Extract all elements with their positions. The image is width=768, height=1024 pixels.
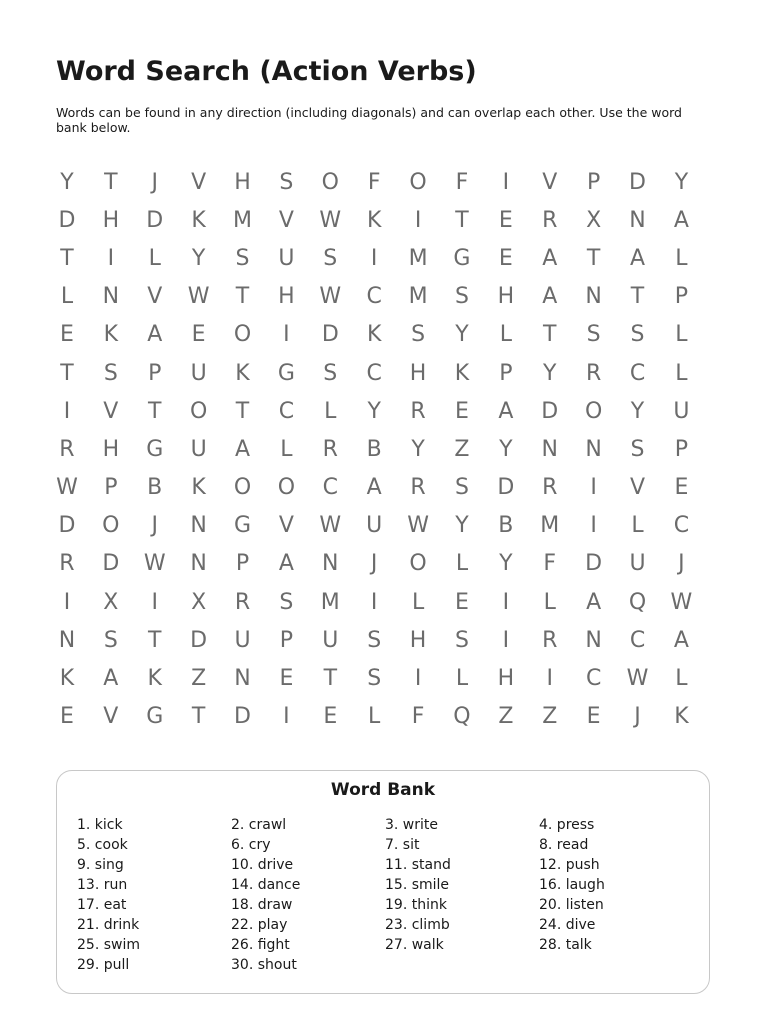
grid-letter: J (151, 169, 158, 195)
grid-letter: J (678, 551, 685, 577)
grid-letter: A (673, 207, 689, 233)
grid-letter: Y (455, 513, 469, 539)
grid-letter: U (190, 436, 207, 462)
grid-letter: I (63, 589, 71, 615)
grid-letter: P (235, 551, 250, 577)
grid-letter: R (542, 207, 558, 233)
grid-letter: L (455, 551, 469, 577)
grid-letter: V (278, 513, 294, 539)
grid-letter: L (324, 398, 337, 424)
word-bank-item: 22. play (231, 917, 288, 933)
grid-letter: K (235, 360, 250, 386)
grid-letter: Y (60, 169, 74, 195)
word-bank-item: 11. stand (385, 857, 451, 873)
grid-letter: X (103, 589, 119, 615)
word-bank-item: 10. drive (231, 857, 294, 873)
grid-letter: V (147, 284, 163, 310)
grid-letter: D (58, 513, 76, 539)
grid-letter: W (319, 513, 342, 539)
grid-letter: W (626, 666, 649, 692)
grid-letter: T (60, 360, 74, 386)
grid-letter: I (590, 475, 597, 501)
grid-letter: R (585, 360, 602, 386)
grid-letter: B (366, 436, 382, 462)
word-bank-item: 19. think (385, 897, 447, 913)
grid-letter: U (322, 627, 339, 653)
grid-letter: A (673, 627, 689, 653)
grid-letter: E (455, 398, 469, 424)
grid-letter: M (408, 245, 428, 271)
grid-letter: I (414, 207, 422, 233)
grid-letter: B (498, 513, 514, 539)
grid-letter: L (455, 666, 469, 692)
grid-letter: Y (411, 436, 425, 462)
grid-letter: L (148, 245, 161, 271)
grid-letter: U (366, 513, 383, 539)
grid-letter: C (322, 475, 338, 501)
grid-letter: V (542, 169, 558, 195)
word-bank-item: 4. press (539, 817, 595, 833)
grid-letter: Y (367, 398, 381, 424)
grid-letter: L (411, 589, 425, 615)
word-bank-item: 29. pull (77, 957, 130, 973)
grid-letter: E (586, 704, 601, 730)
grid-letter: D (585, 551, 603, 577)
word-bank-item: 7. sit (385, 837, 420, 853)
grid-letter: T (148, 398, 162, 424)
grid-letter: O (233, 475, 252, 501)
grid-letter: A (629, 245, 646, 271)
grid-letter: W (187, 284, 210, 310)
grid-letter: T (630, 284, 645, 310)
grid-letter: I (283, 322, 290, 348)
grid-letter: U (278, 245, 295, 271)
grid-letter: W (56, 475, 78, 501)
grid-letter: L (499, 322, 512, 348)
grid-letter: U (234, 627, 251, 653)
grid-letter: G (277, 360, 295, 386)
grid-letter: I (63, 398, 71, 424)
grid-letter: A (542, 284, 558, 310)
grid-letter: E (498, 207, 513, 233)
grid-letter: B (147, 475, 163, 501)
word-bank-item: 16. laugh (539, 877, 605, 893)
grid-letter: S (586, 322, 601, 348)
grid-letter: A (366, 475, 382, 501)
grid-letter: R (59, 436, 75, 462)
grid-letter: N (190, 513, 207, 539)
word-bank-item: 5. cook (77, 837, 128, 853)
grid-letter: X (191, 589, 207, 615)
grid-letter: P (499, 360, 513, 386)
grid-letter: T (235, 284, 250, 310)
grid-letter: S (279, 589, 294, 615)
grid-letter: N (629, 207, 646, 233)
grid-letter: Q (453, 704, 471, 730)
grid-letter: E (455, 589, 469, 615)
grid-letter: E (498, 245, 513, 271)
grid-letter: I (502, 627, 510, 653)
grid-letter: M (320, 589, 340, 615)
grid-letter: L (675, 322, 688, 348)
grid-letter: M (540, 513, 560, 539)
grid-letter: U (190, 360, 207, 386)
grid-letter: D (58, 207, 76, 233)
grid-letter: D (541, 398, 559, 424)
grid-letter: R (322, 436, 338, 462)
grid-letter: D (321, 322, 339, 348)
grid-letter: R (59, 551, 75, 577)
grid-letter: S (103, 627, 118, 653)
word-bank-item: 9. sing (77, 857, 124, 873)
grid-letter: S (103, 360, 118, 386)
word-bank-item: 27. walk (385, 937, 444, 953)
grid-letter: X (586, 207, 602, 233)
grid-letter: A (498, 398, 514, 424)
grid-letter: K (366, 322, 382, 348)
grid-letter: E (191, 322, 206, 348)
grid-letter: A (234, 436, 251, 462)
grid-letter: K (147, 666, 162, 692)
grid-letter: D (234, 704, 251, 730)
grid-letter: U (629, 551, 646, 577)
grid-letter: H (234, 169, 251, 195)
grid-letter: L (675, 245, 688, 271)
grid-letter: H (409, 627, 427, 653)
word-bank-box (56, 770, 710, 994)
grid-letter: D (629, 169, 646, 195)
grid-letter: G (146, 704, 164, 730)
grid-letter: N (585, 627, 602, 653)
grid-letter: C (366, 284, 382, 310)
grid-letter: T (235, 398, 250, 424)
grid-letter: I (370, 245, 378, 271)
grid-letter: W (407, 513, 429, 539)
word-bank-item: 24. dive (539, 917, 596, 933)
grid-letter: L (368, 704, 381, 730)
letter-grid (45, 163, 703, 736)
grid-letter: E (59, 704, 74, 730)
word-bank-item: 17. eat (77, 897, 127, 913)
grid-letter: H (497, 666, 515, 692)
grid-letter: N (585, 284, 602, 310)
grid-letter: Y (674, 169, 689, 195)
grid-letter: P (279, 627, 294, 653)
grid-letter: C (629, 360, 646, 386)
grid-letter: Z (542, 704, 558, 730)
grid-letter: T (455, 207, 469, 233)
word-bank-item: 1. kick (77, 817, 123, 833)
grid-letter: T (543, 322, 557, 348)
grid-letter: O (102, 513, 120, 539)
grid-letter: T (60, 245, 74, 271)
grid-letter: C (278, 398, 295, 424)
grid-letter: H (497, 284, 515, 310)
grid-letter: V (103, 704, 119, 730)
grid-letter: K (454, 360, 470, 386)
grid-letter: D (497, 475, 515, 501)
grid-letter: N (585, 436, 602, 462)
word-bank-item: 8. read (539, 837, 589, 853)
grid-letter: W (670, 589, 693, 615)
grid-letter: U (673, 398, 690, 424)
grid-letter: I (283, 704, 290, 730)
grid-letter: S (454, 475, 469, 501)
word-bank-item: 15. smile (385, 877, 450, 893)
grid-letter: Z (191, 666, 207, 692)
grid-letter: N (102, 284, 120, 310)
grid-letter: Y (630, 398, 645, 424)
grid-letter: I (590, 513, 597, 539)
grid-letter: O (409, 169, 427, 195)
grid-letter: L (675, 360, 688, 386)
grid-letter: I (107, 245, 115, 271)
grid-letter: R (542, 627, 558, 653)
word-bank-item: 23. climb (385, 917, 450, 933)
grid-letter: S (630, 322, 645, 348)
grid-letter: T (191, 704, 206, 730)
grid-letter: P (674, 284, 689, 310)
grid-letter: J (151, 513, 158, 539)
grid-letter: I (370, 589, 378, 615)
grid-letter: V (278, 207, 294, 233)
grid-letter: V (629, 475, 646, 501)
page-title: Word Search (Action Verbs) (56, 56, 477, 87)
grid-letter: P (586, 169, 601, 195)
grid-letter: S (454, 627, 469, 653)
grid-letter: E (323, 704, 338, 730)
grid-letter: J (634, 704, 641, 730)
grid-letter: H (278, 284, 295, 310)
grid-letter: P (104, 475, 118, 501)
grid-letter: S (323, 360, 338, 386)
grid-letter: Z (498, 704, 514, 730)
grid-letter: E (674, 475, 689, 501)
word-bank-item: 13. run (77, 877, 128, 893)
grid-letter: Y (543, 360, 557, 386)
grid-letter: H (409, 360, 427, 386)
grid-letter: K (59, 666, 75, 692)
word-bank-item: 20. listen (539, 897, 604, 913)
grid-letter: N (322, 551, 339, 577)
grid-letter: K (191, 475, 206, 501)
grid-letter: K (366, 207, 382, 233)
grid-letter: Z (454, 436, 470, 462)
grid-letter: M (408, 284, 428, 310)
word-bank-item: 2. crawl (231, 817, 287, 833)
grid-letter: T (104, 169, 118, 195)
grid-letter: Y (499, 551, 513, 577)
grid-letter: P (674, 436, 689, 462)
grid-letter: C (366, 360, 382, 386)
grid-letter: N (541, 436, 558, 462)
grid-letter: I (151, 589, 158, 615)
grid-letter: D (102, 551, 120, 577)
grid-letter: I (502, 169, 510, 195)
grid-letter: N (234, 666, 251, 692)
grid-letter: W (143, 551, 166, 577)
grid-letter: I (414, 666, 422, 692)
grid-letter: D (190, 627, 208, 653)
word-bank-item: 30. shout (231, 957, 297, 973)
grid-letter: S (454, 284, 469, 310)
grid-letter: G (233, 513, 252, 539)
grid-letter: S (323, 245, 338, 271)
grid-letter: A (542, 245, 558, 271)
grid-letter: A (586, 589, 602, 615)
grid-letter: R (410, 398, 426, 424)
grid-letter: L (60, 284, 74, 310)
grid-letter: K (191, 207, 206, 233)
grid-letter: P (148, 360, 162, 386)
word-bank-item: 21. drink (77, 917, 140, 933)
grid-letter: V (103, 398, 119, 424)
grid-letter: S (235, 245, 250, 271)
grid-letter: G (146, 436, 164, 462)
word-bank-item: 3. write (385, 817, 439, 833)
grid-letter: O (277, 475, 296, 501)
grid-letter: T (586, 245, 601, 271)
grid-letter: L (543, 589, 556, 615)
grid-letter: W (319, 284, 342, 310)
grid-letter: S (411, 322, 426, 348)
grid-letter: K (103, 322, 119, 348)
grid-letter: L (675, 666, 688, 692)
grid-letter: A (147, 322, 163, 348)
grid-letter: K (674, 704, 689, 730)
grid-letter: N (58, 627, 76, 653)
word-bank-list (77, 815, 693, 975)
grid-letter: L (280, 436, 293, 462)
grid-letter: O (233, 322, 252, 348)
word-bank-item: 6. cry (231, 837, 271, 853)
grid-letter: E (279, 666, 294, 692)
grid-letter: H (102, 207, 120, 233)
grid-letter: Y (455, 322, 469, 348)
grid-letter: A (278, 551, 294, 577)
grid-letter: A (103, 666, 119, 692)
word-bank-item: 25. swim (77, 937, 140, 953)
grid-letter: M (233, 207, 252, 233)
grid-letter: E (59, 322, 74, 348)
grid-letter: S (367, 666, 382, 692)
grid-letter: F (411, 704, 425, 730)
grid-letter: C (585, 666, 602, 692)
grid-letter: O (321, 169, 339, 195)
grid-letter: T (323, 666, 338, 692)
word-bank-title: Word Bank (330, 780, 436, 800)
word-bank-item: 26. fight (231, 937, 290, 953)
grid-letter: R (542, 475, 558, 501)
grid-letter: O (409, 551, 427, 577)
grid-letter: S (367, 627, 382, 653)
word-bank-item: 18. draw (231, 897, 293, 913)
grid-letter: H (102, 436, 120, 462)
grid-letter: V (191, 169, 207, 195)
grid-letter: C (673, 513, 690, 539)
grid-letter: R (234, 589, 251, 615)
grid-letter: Y (191, 245, 206, 271)
grid-letter: F (367, 169, 381, 195)
grid-letter: I (546, 666, 553, 692)
grid-letter: D (146, 207, 164, 233)
grid-letter: G (453, 245, 471, 271)
grid-letter: S (630, 436, 645, 462)
instructions-text: Words can be found in any direction (including diagonals) and can overlap each other. Use the word bank below. (56, 105, 682, 135)
word-bank-item: 12. push (539, 857, 600, 873)
grid-letter: N (190, 551, 207, 577)
grid-letter: R (410, 475, 426, 501)
grid-letter: Q (628, 589, 647, 615)
grid-letter: O (584, 398, 603, 424)
word-bank-item: 14. dance (231, 877, 301, 893)
word-bank-item: 28. talk (539, 937, 592, 953)
grid-letter: O (189, 398, 208, 424)
grid-letter: F (543, 551, 557, 577)
grid-letter: S (279, 169, 294, 195)
grid-letter: F (455, 169, 469, 195)
grid-letter: C (629, 627, 646, 653)
grid-letter: J (370, 551, 378, 577)
grid-letter: I (502, 589, 510, 615)
grid-letter: Y (499, 436, 513, 462)
grid-letter: W (319, 207, 342, 233)
grid-letter: L (631, 513, 644, 539)
grid-letter: T (148, 627, 162, 653)
